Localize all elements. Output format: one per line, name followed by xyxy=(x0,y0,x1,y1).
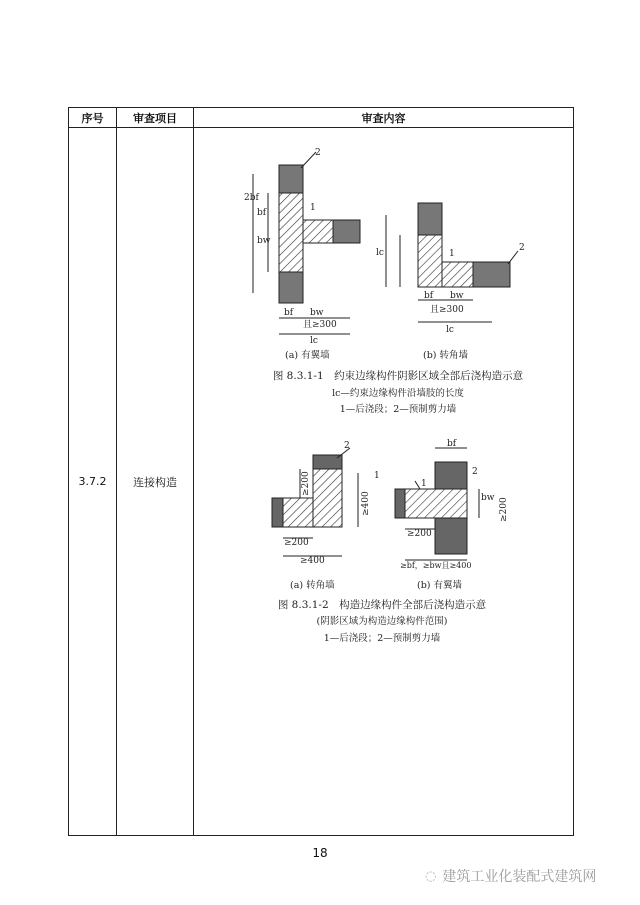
label-ge200: ≥200 xyxy=(407,529,432,539)
label-bw: bw xyxy=(450,291,464,301)
label-ge300: 且≥300 xyxy=(430,305,464,315)
figure2-caption-b: (b) 有翼墙 xyxy=(417,580,463,591)
figure2-legend: 1—后浇段；2—预制剪力墙 xyxy=(323,633,441,644)
figure1-note: lc—约束边缘构件沿墙肢的长度 xyxy=(332,388,464,399)
label-ge400: ≥400 xyxy=(300,556,325,566)
label-bf: bf xyxy=(284,308,294,318)
figure1-legend: 1—后浇段；2—预制剪力墙 xyxy=(339,404,457,415)
label-2: 2 xyxy=(472,467,478,477)
label-bf: bf xyxy=(447,439,457,449)
label-lc: lc xyxy=(446,325,454,335)
page-number: 18 xyxy=(312,846,328,860)
label-1: 1 xyxy=(449,249,455,259)
figure1-caption-a: (a) 有翼墙 xyxy=(285,350,330,361)
label-2: 2 xyxy=(315,148,321,158)
label-ge200: ≥200 xyxy=(499,497,509,522)
label-lc: lc xyxy=(310,336,318,346)
figure2-title: 图 8.3.1-2 构造边缘构件全部后浇构造示意 xyxy=(277,599,487,611)
label-1: 1 xyxy=(421,479,427,489)
header-content: 审查内容 xyxy=(194,108,574,128)
figure2-note: (阴影区域为构造边缘构件范围) xyxy=(316,616,448,627)
label-2: 2 xyxy=(519,243,525,253)
figure2-caption-a: (a) 转角墙 xyxy=(290,580,335,591)
label-ge200: ≥200 xyxy=(301,471,311,496)
label-1: 1 xyxy=(310,203,316,213)
watermark-text: 建筑工业化装配式建筑网 xyxy=(442,869,597,885)
label-2bf: 2bf xyxy=(244,193,259,203)
row-number: 3.7.2 xyxy=(69,128,117,836)
label-bw: bw xyxy=(257,236,271,246)
label-bw: bw xyxy=(310,308,324,318)
label-lc: lc xyxy=(376,248,384,258)
header-number: 序号 xyxy=(69,108,117,128)
figure1-caption-b: (b) 转角墙 xyxy=(423,350,469,361)
label-bf: bf xyxy=(257,208,267,218)
row-item: 连接构造 xyxy=(117,128,194,836)
label-ge300: 且≥300 xyxy=(303,320,337,330)
watermark xyxy=(425,866,596,886)
label-ge400: ≥400 xyxy=(361,491,371,516)
figure2-b-drawing xyxy=(395,448,479,560)
wechat-icon: ◌ xyxy=(425,868,437,884)
figure1-title: 图 8.3.1-1 约束边缘构件阴影区域全部后浇构造示意 xyxy=(272,370,524,382)
label-bf: bf xyxy=(424,291,434,301)
header-item: 审查项目 xyxy=(117,108,194,128)
label-1: 1 xyxy=(374,471,380,481)
label-combo: ≥bf，≥bw且≥400 xyxy=(400,561,472,570)
label-2: 2 xyxy=(344,441,350,451)
label-bw: bw xyxy=(481,493,495,503)
label-ge200: ≥200 xyxy=(284,538,309,548)
